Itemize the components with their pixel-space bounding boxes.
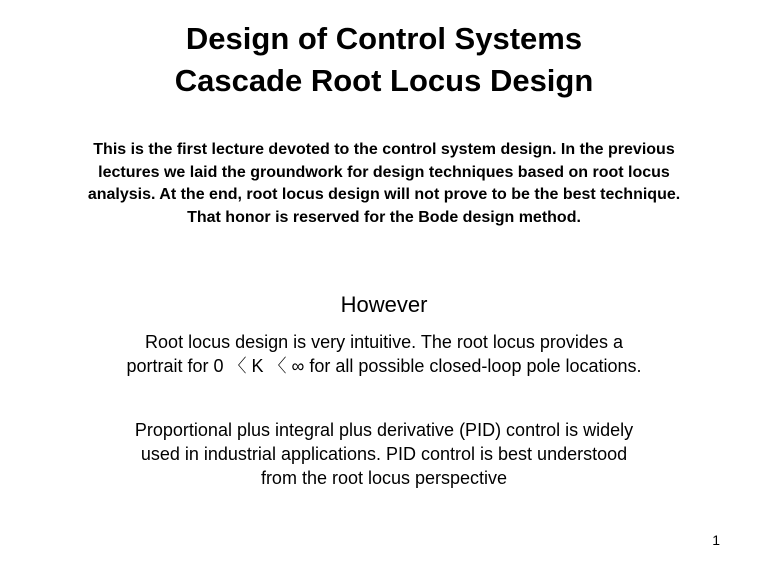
body-paragraph-2: Proportional plus integral plus derivative (PID) control is widely used in industrial applications. PID control is best understood from the root locus perspective bbox=[134, 420, 634, 488]
intro-paragraph: This is the first lecture devoted to the control system design. In the previous lectures we laid the groundwork for design techniques based on root locus analysis. At the end, root locus design will not prove to be the best technique. That honor is reserved for the Bode design method. bbox=[87, 141, 681, 226]
subheading: However bbox=[340, 292, 428, 317]
title-line-1: Design of Control Systems bbox=[185, 21, 583, 56]
slide-title bbox=[0, 18, 768, 102]
page-number: 1 bbox=[712, 532, 720, 548]
title-line-2: Cascade Root Locus Design bbox=[174, 63, 594, 98]
body-paragraph-1: Root locus design is very intuitive. The root locus provides a portrait for 0 〈 K 〈 ∞ for all possible closed-loop pole locations. bbox=[126, 332, 642, 376]
